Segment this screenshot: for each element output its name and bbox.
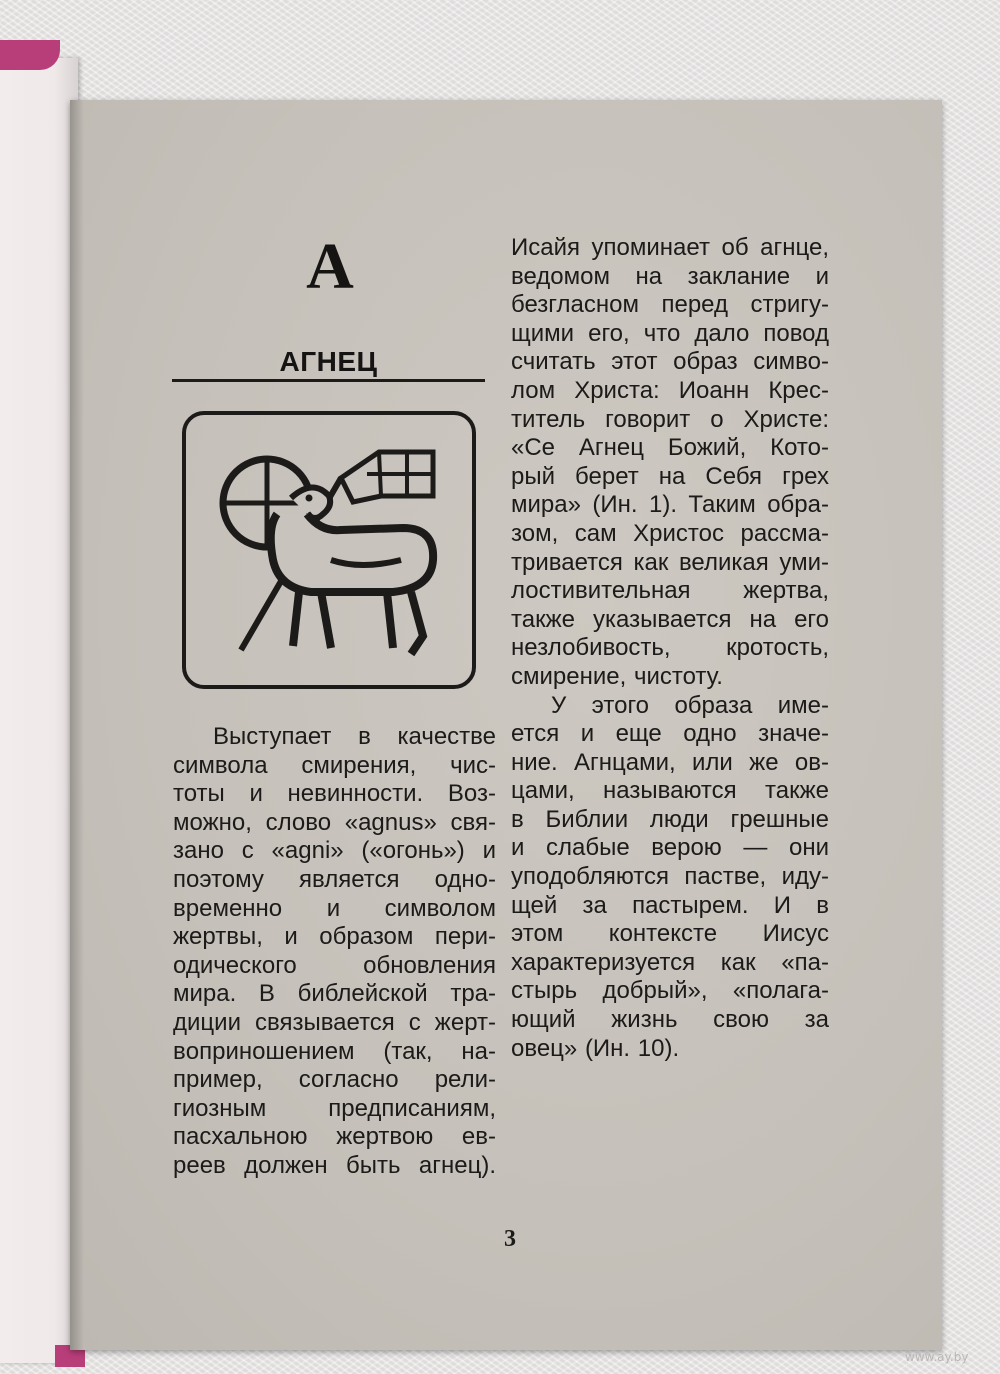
text-line: цами, называются также <box>511 777 829 805</box>
text-line: гиозным предписаниям, <box>173 1094 496 1122</box>
text-line: также указывается на его <box>511 605 829 633</box>
text-line: вoприношением (так, на- <box>173 1037 496 1065</box>
text-line: считать этот образ симво- <box>511 348 829 376</box>
text-line: временно и символом <box>173 894 496 922</box>
text-line: мира. В библейской тра- <box>173 980 496 1008</box>
page-gutter-shadow <box>70 100 84 1350</box>
text-line: рый берет на Себя грех <box>511 462 829 490</box>
text-line: характеризуется как «па- <box>511 948 829 976</box>
watermark: www.ay.by <box>905 1350 969 1364</box>
text-line: титель говорит о Христе: <box>511 405 829 433</box>
entry-title: АГНЕЦ <box>279 346 378 377</box>
text-line: лом Христа: Иоанн Крес- <box>511 376 829 404</box>
text-line: лостивительная жертва, <box>511 577 829 605</box>
text-line: в Библии люди грешные <box>511 805 829 833</box>
text-line: диции связывается с жерт- <box>173 1008 496 1036</box>
text-line: У этого образа име- <box>551 691 829 719</box>
text-line: зом, сам Христос рассма- <box>511 519 829 547</box>
text-line: ется и еще одно значе- <box>511 720 829 748</box>
text-line: поэтому является одно- <box>173 865 496 893</box>
text-line: мира» (Ин. 1). Таким обра- <box>511 491 829 519</box>
text-line: и слабые верою — они <box>511 834 829 862</box>
cover-spine-top <box>0 40 60 70</box>
page-number: 3 <box>504 1226 516 1252</box>
text-line: щими его, что дало повод <box>511 319 829 347</box>
text-line: овец» (Ин. 10). <box>511 1034 680 1062</box>
text-line: символа смирения, чис- <box>173 751 496 779</box>
text-line: жертвы, и образом пери- <box>173 923 496 951</box>
title-underline <box>172 379 485 382</box>
text-line: смирение, чистоту. <box>511 662 723 690</box>
text-line: одического обновления <box>173 951 496 979</box>
book-cover-flyleaf <box>0 58 78 1363</box>
text-line: уподобляются пастве, иду- <box>511 863 829 891</box>
section-letter: А <box>306 230 354 303</box>
text-line: пример, согласно рели- <box>173 1066 496 1094</box>
text-line: Выступает в качестве <box>213 723 496 750</box>
text-line: можно, слово «agnus» свя- <box>173 808 496 836</box>
text-line: ние. Агнцами, или же ов- <box>511 748 829 776</box>
text-line: щей за пастырем. И в <box>511 891 829 919</box>
text-line: стырь добрый», «полага- <box>511 977 829 1005</box>
lamb-of-god-icon <box>181 410 477 690</box>
text-line: зано с «agni» («огонь») и <box>173 837 496 865</box>
text-line: «Се Агнец Божий, Кото- <box>511 434 829 462</box>
text-line: тоты и невинности. Воз- <box>173 780 496 808</box>
text-line: незлобивость, кротость, <box>511 634 829 662</box>
left-text-column <box>173 723 496 1181</box>
text-line: пасхальною жертвою ев- <box>173 1123 496 1151</box>
right-text-column <box>511 234 829 1063</box>
text-line: Исайя упоминает об агнце, <box>511 234 829 261</box>
text-line: этом контексте Иисус <box>511 920 829 948</box>
text-line: безгласном перед стригу- <box>511 291 829 319</box>
text-line: ющий жизнь свою за <box>511 1006 829 1034</box>
text-line: ведомом на заклание и <box>511 262 829 290</box>
text-line: тривается как великая уми- <box>511 548 829 576</box>
text-line: реев должен быть агнец). <box>173 1151 496 1179</box>
